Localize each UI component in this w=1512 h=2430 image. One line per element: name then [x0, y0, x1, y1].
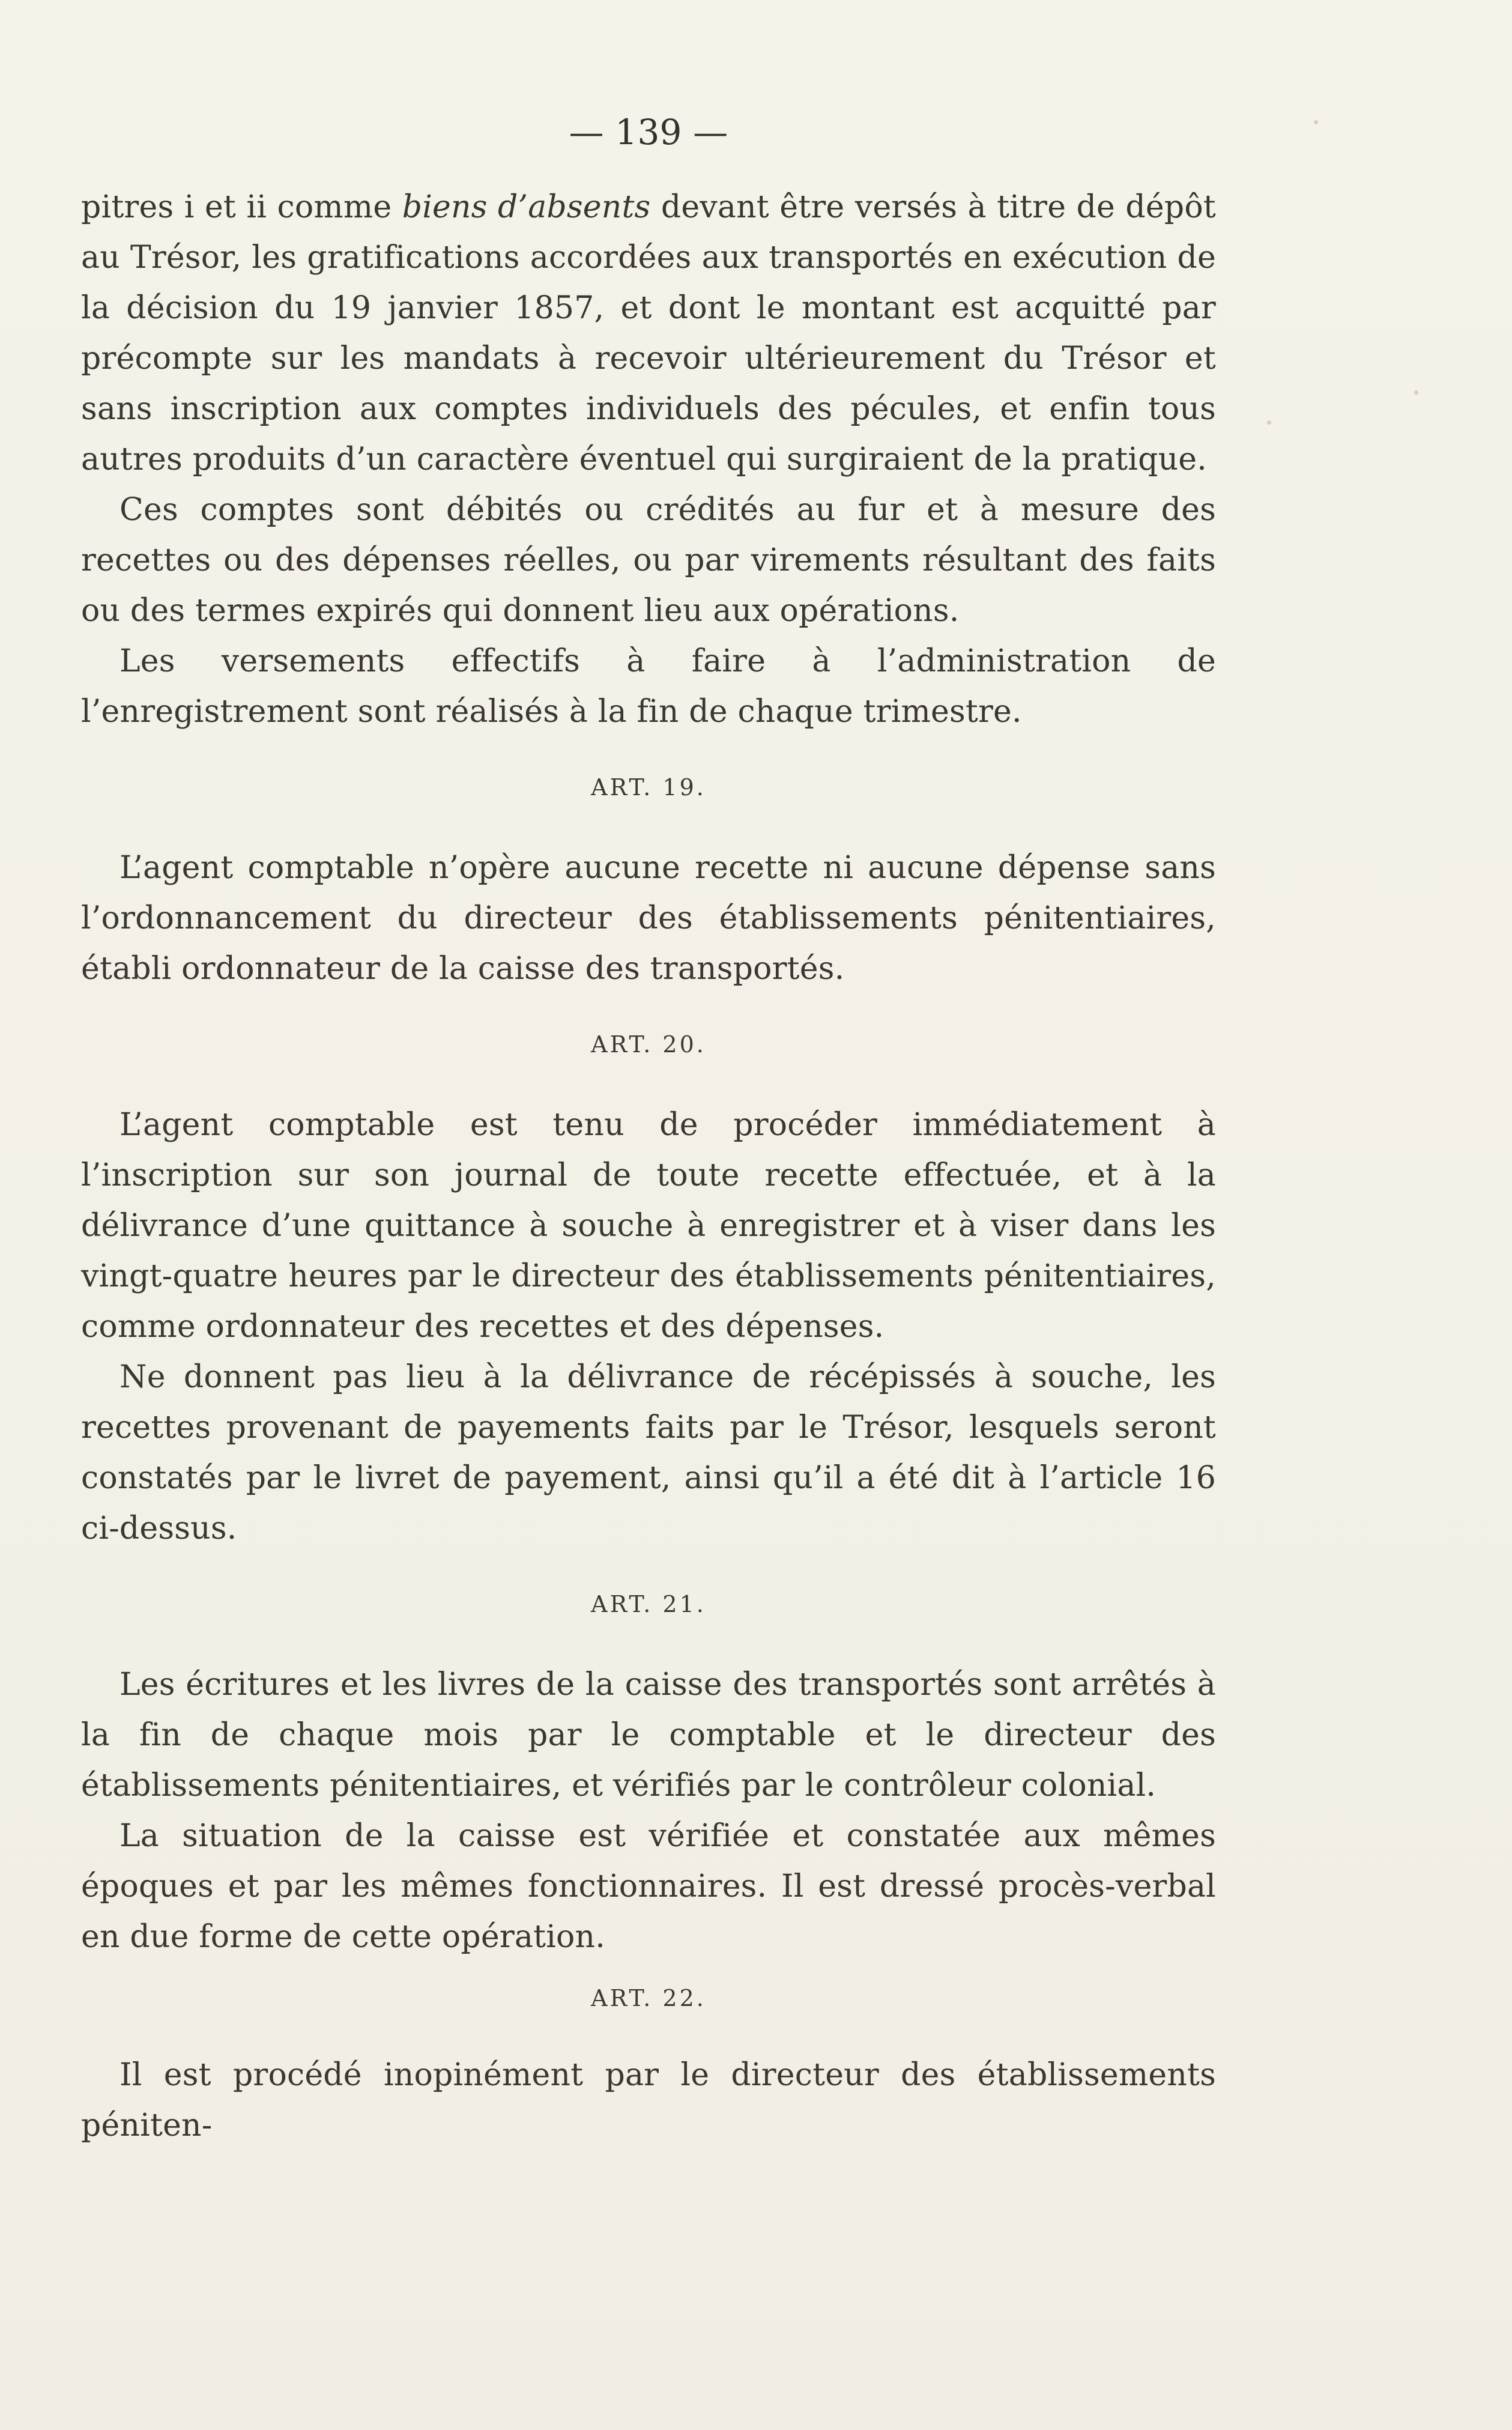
page-number: — 139 — — [569, 112, 728, 153]
paragraph-text: Ne donnent pas lieu à la délivrance de récépissés à souche, les recettes provenant de payements faits par le Trésor, lesquels seront constatés par le livret de payement, ainsi qu’il a été dit à l’article 16 ci-dessus. — [81, 1359, 1216, 1547]
paragraph — [81, 843, 1216, 994]
article-heading: ART. 20. — [591, 1031, 706, 1058]
paragraph-text: Il est procédé inopinément par le directeur des établissements péniten- — [81, 2057, 1216, 2144]
article-heading: ART. 22. — [591, 1985, 706, 2011]
italic-phrase: biens d’absents — [402, 189, 651, 225]
paper-speck — [1314, 120, 1318, 124]
paragraph-text: Les écritures et les livres de la caisse des transportés sont arrêtés à la fin de chaque mois par le comptable et le directeur des établissements pénitentiaires, et vérifiés par le contrôleur colonial. — [81, 1667, 1216, 1804]
paragraph-text: Les versements effectifs à faire à l’administration de l’enregistrement sont réalisés à la fin de chaque trimestre. — [81, 643, 1216, 730]
paragraph — [81, 1100, 1216, 1352]
paragraph-text: devant être versés à titre de dépôt au Trésor, les gratifications accordées aux transportés en exécution de la décision du 19 janvier 1857, et dont le montant est acquitté par précompte sur les mandats à recevoir ultérieurement du Trésor et sans inscription aux comptes individuels des pécules, et enfin tous autres produits d’un caractère éventuel qui surgiraient de la pratique. — [81, 189, 1216, 477]
document-body — [81, 182, 1216, 2151]
paragraph — [81, 182, 1216, 485]
paragraph-text: L’agent comptable n’opère aucune recette ni aucune dépense sans l’ordonnancement du directeur des établissements pénitentiaires, établi ordonnateur de la caisse des transportés. — [81, 850, 1216, 987]
paragraph — [81, 1811, 1216, 1962]
article-heading: ART. 19. — [591, 774, 706, 801]
paragraph — [81, 485, 1216, 636]
paragraph — [81, 1659, 1216, 1811]
paragraph-text: L’agent comptable est tenu de procéder immédiatement à l’inscription sur son journal de toute recette effectuée, et à la délivrance d’une quittance à souche à enregistrer et à viser dans les vingt-quatre heures par le directeur des établissements pénitentiaires, comme ordonnateur des recettes et des dépenses. — [81, 1107, 1216, 1345]
paragraph — [81, 1352, 1216, 1554]
paper-speck — [1414, 390, 1418, 395]
text-column — [81, 105, 1216, 2151]
paragraph-text: La situation de la caisse est vérifiée et constatée aux mêmes époques et par les mêmes fonctionnaires. Il est dressé procès-verbal en due forme de cette opération. — [81, 1818, 1216, 1955]
paragraph — [81, 2050, 1216, 2151]
paragraph-text: Ces comptes sont débités ou crédités au fur et à mesure des recettes ou des dépenses réelles, ou par virements résultant des faits ou des termes expirés qui donnent lieu aux opérations. — [81, 492, 1216, 629]
article-heading: ART. 21. — [591, 1591, 706, 1617]
paper-speck — [1267, 420, 1271, 425]
paragraph-text: pitres i et ii comme — [81, 189, 402, 225]
paragraph — [81, 636, 1216, 737]
